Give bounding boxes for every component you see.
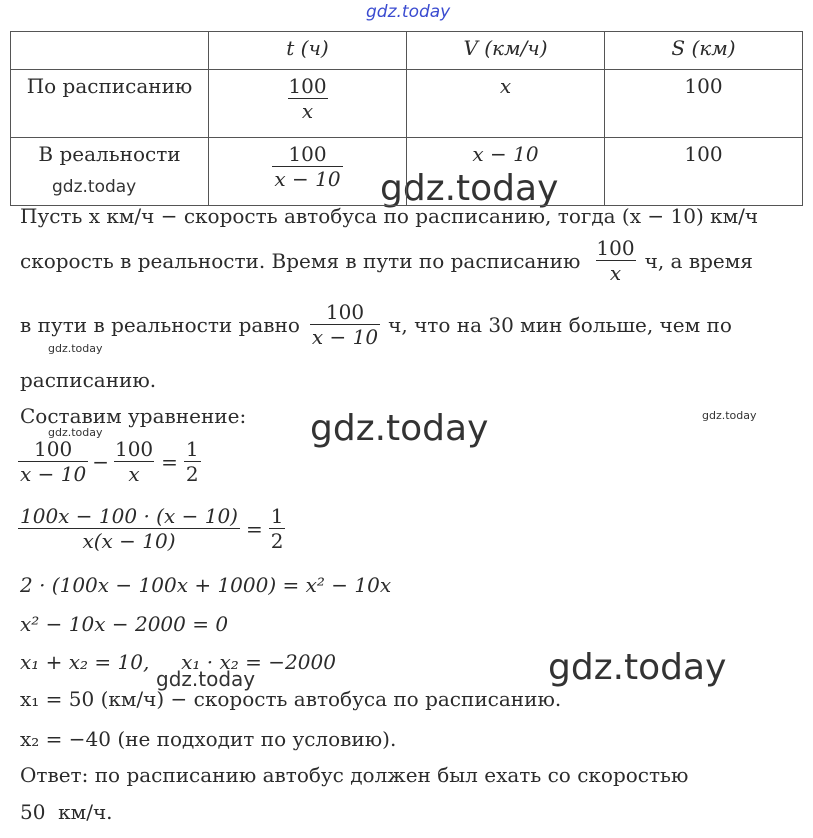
text-fragment: в пути в реальности равно bbox=[20, 312, 300, 337]
fraction-denominator: x bbox=[596, 260, 636, 285]
watermark-large: gdz.today bbox=[380, 168, 559, 209]
watermark-tiny: gdz.today bbox=[48, 426, 103, 439]
fraction bbox=[310, 300, 380, 349]
fraction bbox=[184, 437, 201, 486]
text-line: Пусть x км/ч − скорость автобуса по расписанию, тогда (x − 10) км/ч bbox=[20, 204, 759, 228]
fraction-numerator: 100 bbox=[288, 74, 327, 98]
text-line: Составим уравнение: bbox=[20, 404, 247, 428]
watermark-large: gdz.today bbox=[548, 647, 727, 688]
text-fragment: скорость в реальности. Время в пути по расписанию bbox=[20, 248, 581, 273]
fraction-denominator: x − 10 bbox=[20, 462, 87, 486]
equation: x₁ = 50 (км/ч) − скорость автобуса по расписанию. bbox=[20, 687, 562, 711]
text-line bbox=[20, 236, 753, 285]
text-line bbox=[20, 300, 732, 349]
fraction-denominator: x − 10 bbox=[311, 325, 379, 349]
table-header-row bbox=[11, 32, 803, 70]
row-label: В реальности bbox=[11, 138, 209, 206]
table-header-cell bbox=[11, 32, 209, 70]
text-fragment: ч, что на 30 мин больше, чем по bbox=[388, 312, 732, 337]
fraction bbox=[113, 437, 155, 486]
fraction-denominator: x bbox=[288, 98, 328, 123]
equation: x₁ + x₂ = 10, x₁ · x₂ = −2000 bbox=[20, 650, 336, 674]
table-header-cell: t (ч) bbox=[209, 32, 407, 70]
watermark-tiny: gdz.today bbox=[48, 342, 103, 355]
operator: = bbox=[245, 516, 263, 541]
table-header-cell: V (км/ч) bbox=[407, 32, 605, 70]
fraction-numerator: 100 bbox=[288, 142, 327, 166]
fraction bbox=[286, 74, 328, 123]
text-line: расписанию. bbox=[20, 368, 157, 392]
fraction-numerator: 100x − 100 · (x − 10) bbox=[20, 504, 238, 528]
answer-line: Ответ: по расписанию автобус должен был ехать со скоростью bbox=[20, 763, 689, 787]
watermark-large: gdz.today bbox=[310, 408, 489, 449]
fraction-numerator: 100 bbox=[596, 236, 635, 260]
fraction-numerator: 100 bbox=[114, 437, 154, 461]
equation: 2 · (100x − 100x + 1000) = x² − 10x bbox=[20, 573, 392, 597]
time-cell bbox=[209, 70, 407, 138]
fraction bbox=[269, 504, 286, 553]
watermark-top: gdz.today bbox=[366, 2, 451, 22]
equation bbox=[18, 437, 201, 486]
watermark-medium: gdz.today bbox=[156, 667, 256, 691]
distance-cell: 100 bbox=[605, 70, 803, 138]
fraction bbox=[594, 236, 636, 285]
text-fragment: ч, а время bbox=[644, 248, 753, 273]
speed-cell: x − 10 bbox=[407, 138, 605, 206]
equation: x₂ = −40 (не подходит по условию). bbox=[20, 727, 397, 751]
table-header-cell: S (км) bbox=[605, 32, 803, 70]
speed-cell: x bbox=[407, 70, 605, 138]
watermark-tiny: gdz.today bbox=[702, 409, 757, 422]
fraction-denominator: x bbox=[114, 461, 154, 486]
row-label: По расписанию bbox=[11, 70, 209, 138]
operator: − bbox=[92, 449, 109, 474]
fraction-numerator: 100 bbox=[325, 300, 365, 324]
fraction-denominator: x − 10 bbox=[274, 167, 341, 191]
answer-line: 50 км/ч. bbox=[20, 800, 113, 824]
fraction bbox=[18, 504, 240, 553]
equation bbox=[18, 504, 285, 553]
operator: = bbox=[161, 449, 178, 474]
fraction-numerator: 1 bbox=[185, 437, 199, 461]
fraction-denominator: x(x − 10) bbox=[18, 528, 240, 553]
fraction-numerator: 100 bbox=[34, 437, 73, 461]
distance-cell: 100 bbox=[605, 138, 803, 206]
time-cell bbox=[209, 138, 407, 206]
fraction-denominator: 2 bbox=[185, 462, 199, 486]
watermark-small: gdz.today bbox=[52, 177, 137, 197]
table-row bbox=[11, 138, 803, 206]
fraction bbox=[18, 437, 88, 486]
equation: x² − 10x − 2000 = 0 bbox=[20, 612, 229, 636]
fraction bbox=[272, 142, 342, 191]
table-row bbox=[11, 70, 803, 138]
fraction-denominator: 2 bbox=[270, 529, 284, 553]
speed-table bbox=[10, 31, 803, 206]
fraction-numerator: 1 bbox=[270, 504, 284, 528]
